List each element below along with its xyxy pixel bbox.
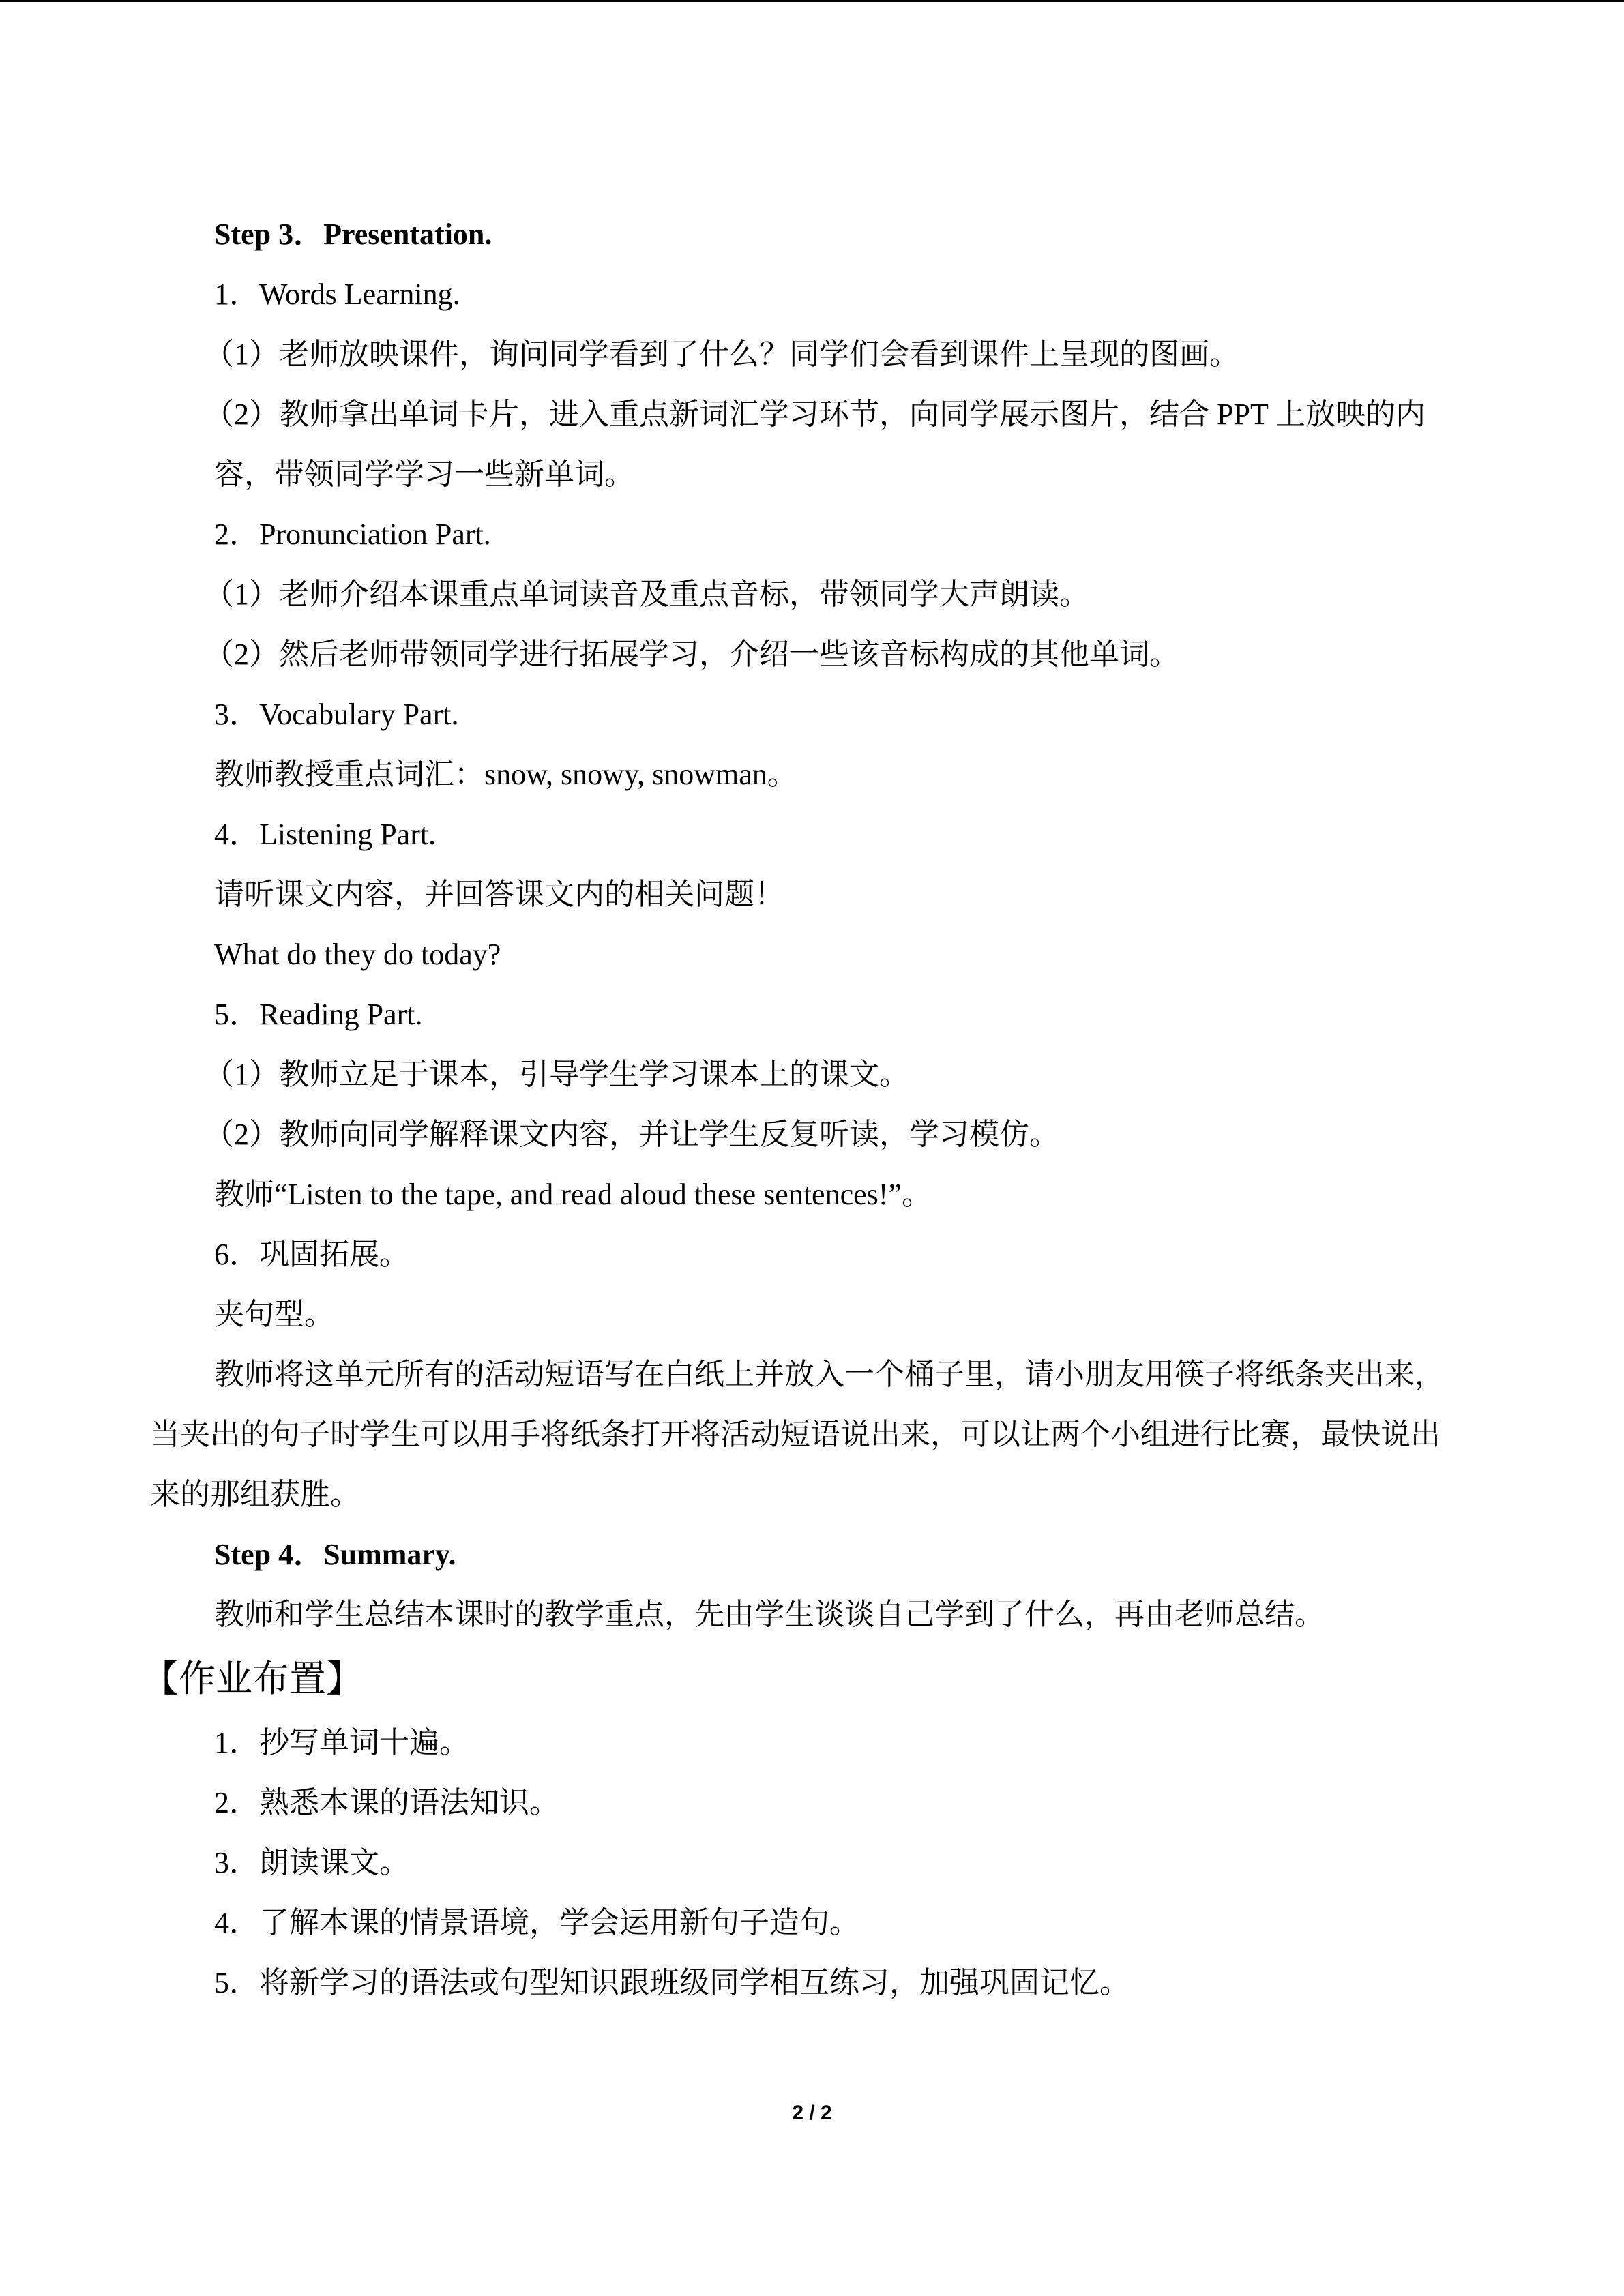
homework-item: 2．熟悉本课的语法知识。 bbox=[214, 1786, 559, 1819]
step3-item-reading: 5．Reading Part. bbox=[214, 998, 423, 1031]
top-border-line bbox=[0, 0, 1624, 2]
step3-item-sentence-pattern: 夹句型。 bbox=[214, 1298, 334, 1331]
homework-item: 4．了解本课的情景语境，学会运用新句子造句。 bbox=[214, 1906, 859, 1939]
step3-item-words-learning-2: （2）教师拿出单词卡片，进入重点新词汇学习环节，向同学展示图片，结合 PPT 上放映的内容，带领同学学习一些新单词。 bbox=[204, 398, 1426, 491]
step3-item-listening-text: 请听课文内容，并回答课文内的相关问题！ bbox=[214, 878, 784, 911]
step3-item-reading-2: （2）教师向同学解释课文内容，并让学生反复听读，学习模仿。 bbox=[204, 1118, 1059, 1151]
homework-item: 3．朗读课文。 bbox=[214, 1846, 409, 1879]
homework-item: 5．将新学习的语法或句型知识跟班级同学相互练习，加强巩固记忆。 bbox=[214, 1966, 1130, 1999]
homework-item: 1．抄写单词十遍。 bbox=[214, 1726, 469, 1759]
step3-item-vocabulary-text: 教师教授重点词汇：snow, snowy, snowman。 bbox=[214, 758, 797, 791]
step3-item-reading-1: （1）教师立足于课本，引导学生学习课本上的课文。 bbox=[204, 1058, 909, 1091]
step3-item-listening-question: What do they do today? bbox=[214, 938, 501, 971]
step3-item-pronunciation-2: （2）然后老师带领同学进行拓展学习，介绍一些该音标构成的其他单词。 bbox=[204, 638, 1179, 671]
step3-item-activity-paragraph: 教师将这单元所有的活动短语写在白纸上并放入一个桶子里，请小朋友用筷子将纸条夹出来，当夹出的句子时学生可以用手将纸条打开将活动短语说出来，可以让两个小组进行比赛，最快说出来的那组获胜。 bbox=[150, 1358, 1445, 1511]
page-number: 2 / 2 bbox=[792, 2102, 832, 2124]
step3-item-pronunciation-1: （1）老师介绍本课重点单词读音及重点音标，带领同学大声朗读。 bbox=[204, 578, 1089, 611]
step3-item-consolidation: 6．巩固拓展。 bbox=[214, 1238, 409, 1271]
step3-item-vocabulary: 3．Vocabulary Part. bbox=[214, 698, 459, 731]
step4-heading: Step 4．Summary. bbox=[214, 1538, 456, 1571]
step3-item-listening: 4．Listening Part. bbox=[214, 818, 437, 851]
step3-item-reading-quote: 教师“Listen to the tape, and read aloud these sentences!”。 bbox=[214, 1178, 932, 1211]
step3-item-words-learning: 1．Words Learning. bbox=[214, 278, 460, 311]
step3-item-words-learning-1: （1）老师放映课件，询问同学看到了什么？同学们会看到课件上呈现的图画。 bbox=[204, 338, 1239, 371]
step4-summary-text: 教师和学生总结本课时的教学重点，先由学生谈谈自己学到了什么，再由老师总结。 bbox=[214, 1598, 1325, 1631]
document-body bbox=[142, 205, 1480, 2013]
homework-heading: 【作业布置】 bbox=[142, 1658, 363, 1699]
step3-heading: Step 3．Presentation. bbox=[214, 218, 492, 251]
step3-item-pronunciation: 2．Pronunciation Part. bbox=[214, 518, 491, 551]
